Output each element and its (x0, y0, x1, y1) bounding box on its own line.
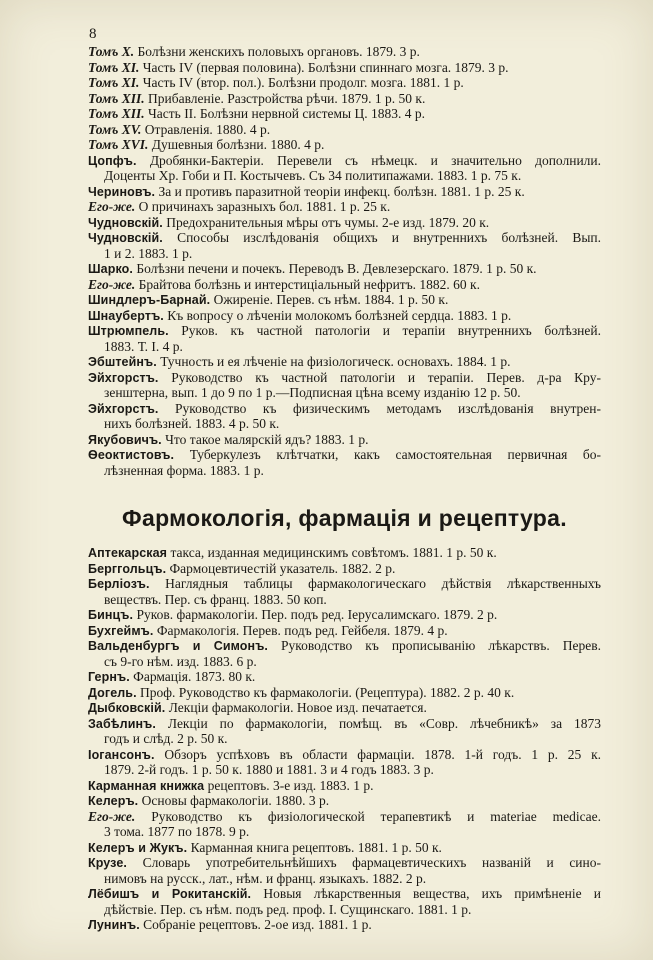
catalog-entry (88, 700, 601, 716)
entry-line (88, 277, 601, 293)
entry-line (88, 731, 601, 747)
entry-author: Крузе. (88, 856, 127, 870)
entry-author: Бухгеймъ. (88, 623, 154, 638)
entry-text: 3 тома. 1877 по 1878. 9 р. (104, 824, 250, 839)
entry-line (88, 576, 601, 592)
page-number: 8 (89, 26, 97, 42)
entry-line (88, 370, 601, 386)
entry-line (88, 184, 601, 200)
catalog-entry (88, 545, 601, 561)
entry-author: Забѣлинъ. (88, 716, 156, 731)
entry-author: Якубовичъ. (88, 432, 162, 447)
entry-author: Шнаубертъ. (88, 308, 164, 323)
entry-author: Дыбковскій. (88, 701, 166, 715)
entry-line (88, 669, 601, 685)
catalog-entry (88, 60, 601, 76)
entry-text: Брайтова болѣзнь и интерстиціальный нефритъ. 1882. 60 к. (138, 276, 480, 292)
entry-text: Руков. фармакологіи. Пер. подъ ред. Іерусалимскаго. 1879. 2 р. (136, 607, 498, 622)
entry-line (88, 385, 601, 401)
entry-line (88, 840, 601, 856)
catalog-entry (88, 370, 601, 401)
entry-text: дѣйствіе. Пер. съ нѣм. подъ ред. проф. I. Сущинскаго. 1881. 1 р. (104, 901, 472, 917)
entry-author: Эйхгорстъ. (88, 401, 159, 416)
entry-author: Его-же. (88, 808, 136, 824)
entry-text: Прибавленіе. Разстройства рѣчи. 1879. 1 р. 50 к. (148, 90, 426, 106)
catalog-entry (88, 855, 601, 886)
catalog-entry (88, 432, 601, 448)
entry-text: лѣзненная форма. 1883. 1 р. (104, 462, 264, 478)
entry-author: Шарко. (88, 262, 133, 276)
entry-text: Доценты Хр. Гоби и П. Костычевъ. Съ 34 политипажами. 1883. 1 р. 75 к. (104, 168, 522, 183)
catalog-entry (88, 292, 601, 308)
entry-line (88, 762, 601, 778)
entry-author: Томъ XI. (88, 59, 140, 75)
entry-text: Проф. Руководство къ фармакологіи. (Рецептура). 1882. 2 р. 40 к. (140, 684, 515, 700)
entry-line (88, 122, 601, 138)
entry-author: Томъ X. (88, 44, 135, 59)
entry-text: годъ и слѣд. 2 р. 50 к. (104, 731, 228, 746)
entry-line (88, 44, 601, 60)
entry-author: Іогансонъ. (88, 747, 155, 762)
entry-line (88, 75, 601, 91)
entry-text: О причинахъ заразныхъ бол. 1881. 1 р. 25 к. (138, 199, 391, 214)
entry-line (88, 871, 601, 887)
entry-text: Обзоръ успѣховъ въ области фармаціи. 1878. 1-й годъ. 1 р. 25 к. (164, 746, 602, 762)
entry-line (88, 545, 601, 561)
entry-author: Ѳеоктистовъ. (88, 448, 175, 462)
catalog-entry (88, 308, 601, 324)
catalog-entry (88, 199, 601, 215)
entry-text: Отравленія. 1880. 4 р. (144, 121, 271, 137)
entry-line (88, 778, 601, 794)
entry-text: Фармоцевтичестій указатель. 1882. 2 р. (169, 560, 396, 576)
entry-line (88, 685, 601, 701)
entry-line (88, 153, 601, 169)
entry-author: Шиндлеръ-Барнай. (88, 293, 211, 307)
catalog-entry (88, 793, 601, 809)
catalog-entry (88, 215, 601, 231)
entry-author: Бинцъ. (88, 608, 134, 622)
entry-text: Руководство къ частной патологіи и терапіи. Перев. д-ра Кру- (171, 369, 601, 385)
entry-line (88, 60, 601, 76)
entry-line (88, 561, 601, 577)
entry-author: Эйхгорстъ. (88, 370, 159, 385)
catalog-entry (88, 91, 601, 107)
entry-text: Часть IV (первая половина). Болѣзни спиннаго мозга. 1879. 3 р. (142, 59, 509, 75)
catalog-entry (88, 153, 601, 184)
entry-author: Томъ XII. (88, 90, 145, 106)
entry-line (88, 168, 601, 184)
catalog-entry (88, 122, 601, 138)
entry-text: Болѣзни женскихъ половыхъ органовъ. 1879. 3 р. (137, 44, 420, 59)
entry-line (88, 308, 601, 324)
entry-author: Томъ XVI. (88, 137, 149, 152)
entry-line (88, 416, 601, 432)
entry-line (88, 354, 601, 370)
catalog-entry (88, 75, 601, 91)
entry-line (88, 199, 601, 215)
entry-text: Часть II. Болѣзни нервной системы Ц. 1883. 4 р. (148, 106, 425, 121)
entry-text: Фармакологія. Перев. подъ ред. Гейбеля. 1879. 4 р. (156, 622, 448, 638)
entry-line (88, 106, 601, 122)
entry-line (88, 432, 601, 448)
catalog-entry (88, 809, 601, 840)
catalog-entry (88, 44, 601, 60)
catalog-entry (88, 261, 601, 277)
entry-text: Руководство къ физическимъ методамъ изслѣдованія внутрен- (175, 400, 601, 416)
entry-author: Его-же. (88, 276, 136, 292)
entry-text: Дробянки-Бактеріи. Перевели съ нѣмецк. и значительно дополнили. (149, 152, 602, 168)
entry-text: Основы фармакологіи. 1880. 3 р. (141, 793, 330, 808)
entry-text: Лекціи фармакологіи. Новое изд. печатается. (168, 700, 427, 715)
entry-text: Душевныя болѣзни. 1880. 4 р. (151, 137, 325, 152)
catalog-entry (88, 623, 601, 639)
entry-line (88, 654, 601, 670)
catalog-entry (88, 323, 601, 354)
entry-text: Туберкулезъ клѣтчатки, какъ самостоятельная первичная бо- (189, 447, 602, 462)
entry-line (88, 700, 601, 716)
section-heading: Фармокологія, фармація и рецептура. (122, 505, 567, 531)
catalog-entry (88, 184, 601, 200)
catalog-entry (88, 106, 601, 122)
entry-line (88, 793, 601, 809)
entry-line (88, 215, 601, 231)
catalog-entry (88, 576, 601, 607)
section-pharmacology-list (88, 545, 601, 933)
catalog-entry (88, 917, 601, 933)
entry-author: Келеръ и Жукъ. (88, 840, 188, 855)
catalog-entry (88, 354, 601, 370)
entry-author: Лёбишъ и Рокитанскій. (88, 887, 252, 901)
entry-line (88, 137, 601, 153)
entry-author: Томъ XII. (88, 106, 145, 121)
entry-text: Карманная книга рецептовъ. 1881. 1 р. 50 к. (190, 839, 442, 855)
entry-line (88, 855, 601, 871)
entry-line (88, 230, 601, 246)
entry-text: Часть IV (втор. пол.). Болѣзни продолг. мозга. 1881. 1 р. (142, 75, 464, 90)
entry-text: такса, изданная медицинскимъ совѣтомъ. 1881. 1 р. 50 к. (170, 545, 497, 560)
catalog-entry (88, 638, 601, 669)
entry-author: Вальденбургъ и Симонъ. (88, 639, 268, 653)
entry-text: Ожиреніе. Перев. съ нѣм. 1884. 1 р. 50 к. (213, 292, 449, 307)
entry-text: Собраніе рецептовъ. 2-ое изд. 1881. 1 р. (143, 917, 372, 932)
entry-author: Берггольцъ. (88, 561, 167, 576)
entry-text: Наглядныя таблицы фармакологическаго дѣйствія лѣкарственныхъ (165, 576, 601, 591)
entry-text: Руководство къ физіологической терапевтикѣ и materiae medicae. (151, 808, 602, 824)
catalog-entry (88, 716, 601, 747)
entry-line (88, 747, 601, 763)
section-diseases-list (88, 44, 601, 478)
catalog-entry (88, 886, 601, 917)
entry-line (88, 91, 601, 107)
entry-text: Руководство къ прописыванію лѣкарствъ. Перев. (280, 638, 601, 653)
entry-text: Фармація. 1873. 80 к. (133, 669, 256, 684)
entry-text: зенштерна, вып. 1 до 9 по 1 р.—Подписная цѣна всему изданію 12 р. 50. (104, 385, 521, 400)
entry-author: Штрюмпель. (88, 324, 169, 338)
entry-text: 1883. Т. I. 4 р. (104, 338, 183, 354)
entry-author: Эбштейнъ. (88, 355, 157, 369)
entry-line (88, 809, 601, 825)
entry-author: Томъ XI. (88, 75, 140, 90)
catalog-entry (88, 561, 601, 577)
entry-text: Тучность и ея лѣченіе на физіологическ. основахъ. 1884. 1 р. (160, 354, 511, 369)
entry-author: Берліозъ. (88, 577, 150, 591)
catalog-entry (88, 137, 601, 153)
entry-author: Карманная книжка (88, 778, 205, 793)
entry-author: Аптекарская (88, 546, 168, 560)
entry-text: Болѣзни печени и почекъ. Переводъ В. Девлезерскаго. 1879. 1 р. 50 к. (136, 261, 537, 276)
entry-line (88, 246, 601, 262)
entry-text: нихъ болѣзней. 1883. 4 р. 50 к. (104, 416, 280, 431)
entry-text: 1879. 2-й годъ. 1 р. 50 к. 1880 и 1881. 3 и 4 годъ 1883. 3 р. (104, 762, 434, 777)
entry-author: Чериновъ. (88, 184, 156, 199)
catalog-entry (88, 230, 601, 261)
entry-author: Томъ XV. (88, 121, 142, 137)
entry-line (88, 917, 601, 933)
entry-line (88, 447, 601, 463)
entry-line (88, 339, 601, 355)
catalog-entry (88, 669, 601, 685)
entry-line (88, 824, 601, 840)
entry-author: Цопфъ. (88, 153, 137, 168)
entry-text: Что такое малярскій ядъ? 1883. 1 р. (165, 431, 369, 447)
entry-text: рецептовъ. 3-е изд. 1883. 1 р. (207, 777, 374, 793)
entry-author: Чудновскій. (88, 231, 163, 245)
entry-line (88, 401, 601, 417)
catalog-entry (88, 685, 601, 701)
entry-author: Келеръ. (88, 794, 139, 808)
catalog-entry (88, 778, 601, 794)
entry-line (88, 607, 601, 623)
entry-line (88, 716, 601, 732)
entry-text: съ 9-го нѣм. изд. 1883. 6 р. (104, 653, 257, 669)
entry-author: Его-же. (88, 199, 136, 214)
entry-author: Лунинъ. (88, 918, 140, 932)
entry-text: нимовъ на русск., лат., нѣм. и франц. языкахъ. 1882. 2 р. (104, 870, 427, 886)
entry-line (88, 623, 601, 639)
entry-line (88, 323, 601, 339)
catalog-entry (88, 747, 601, 778)
entry-line (88, 463, 601, 479)
entry-line (88, 261, 601, 277)
catalog-entry (88, 447, 601, 478)
entry-line (88, 902, 601, 918)
entry-text: Руков. къ частной патологіи и терапіи внутреннихъ болѣзней. (181, 323, 602, 338)
entry-text: 1 и 2. 1883. 1 р. (104, 245, 193, 261)
entry-text: За и противъ паразитной теоріи инфекц. болѣзн. 1881. 1 р. 25 к. (158, 183, 525, 199)
entry-text: Къ вопросу о лѣченіи молокомъ болѣзней сердца. 1883. 1 р. (167, 307, 512, 323)
entry-line (88, 638, 601, 654)
entry-line (88, 592, 601, 608)
catalog-entry (88, 277, 601, 293)
entry-text: Словарь употребительнѣйшихъ фармацевтическихъ названій и сино- (142, 855, 602, 870)
entry-text: Новыя лѣкарственныя вещества, ихъ примѣненіе и (263, 886, 602, 901)
entry-line (88, 292, 601, 308)
catalog-entry (88, 840, 601, 856)
entry-text: Предохранительныя мѣры отъ чумы. 2-е изд. 1879. 20 к. (166, 214, 490, 230)
entry-author: Чудновскій. (88, 215, 163, 230)
entry-author: Гернъ. (88, 670, 130, 684)
entry-author: Догель. (88, 685, 137, 700)
catalog-entry (88, 607, 601, 623)
catalog-entry (88, 401, 601, 432)
entry-text: Лекціи по фармакологіи, помѣщ. въ «Совр. лѣчебникѣ» за 1873 (167, 715, 602, 731)
entry-line (88, 886, 601, 902)
entry-text: Способы изслѣдованія общихъ и внутреннихъ болѣзней. Вып. (177, 230, 601, 245)
entry-text: веществъ. Пер. съ франц. 1883. 50 коп. (104, 591, 327, 607)
